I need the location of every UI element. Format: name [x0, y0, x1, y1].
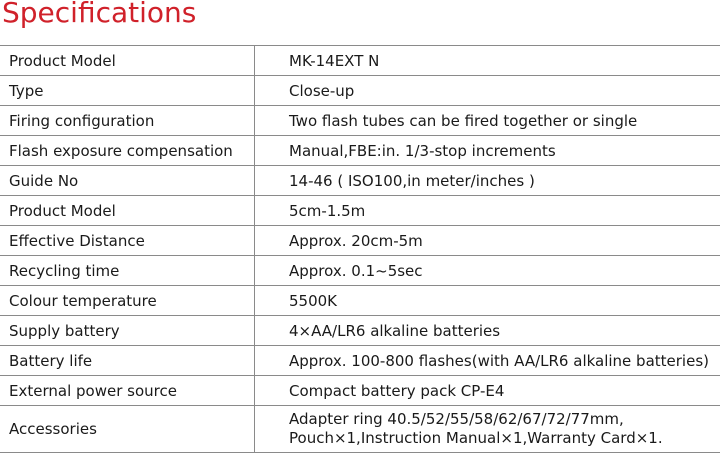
spec-value: 14-46 ( ISO100,in meter/inches )	[255, 166, 720, 196]
spec-label: Recycling time	[0, 256, 255, 286]
table-row	[0, 76, 720, 106]
spec-value: 5cm-1.5m	[255, 196, 720, 226]
table-row	[0, 136, 720, 166]
page-title: Specifications	[2, 0, 197, 29]
spec-value: Approx. 20cm-5m	[255, 226, 720, 256]
spec-value: MK-14EXT N	[255, 46, 720, 76]
specifications-table	[0, 45, 720, 453]
spec-value: Manual,FBE:in. 1/3-stop increments	[255, 136, 720, 166]
table-row	[0, 166, 720, 196]
spec-label: Effective Distance	[0, 226, 255, 256]
table-row	[0, 46, 720, 76]
spec-label: Guide No	[0, 166, 255, 196]
spec-value: Two flash tubes can be fired together or single	[255, 106, 720, 136]
table-row	[0, 316, 720, 346]
table-row	[0, 286, 720, 316]
spec-label: Flash exposure compensation	[0, 136, 255, 166]
spec-label: Type	[0, 76, 255, 106]
spec-label: Colour temperature	[0, 286, 255, 316]
spec-label: Firing configuration	[0, 106, 255, 136]
spec-value	[255, 406, 720, 453]
spec-label: Accessories	[0, 406, 255, 453]
spec-label: Product Model	[0, 196, 255, 226]
spec-label: Battery life	[0, 346, 255, 376]
table-row	[0, 196, 720, 226]
table-row	[0, 346, 720, 376]
spec-value-line: Pouch×1,Instruction Manual×1,Warranty Card×1.	[289, 429, 663, 447]
spec-value: Approx. 0.1~5sec	[255, 256, 720, 286]
spec-label: Product Model	[0, 46, 255, 76]
spec-value: Approx. 100-800 flashes(with AA/LR6 alkaline batteries)	[255, 346, 720, 376]
table-row	[0, 226, 720, 256]
table-row	[0, 106, 720, 136]
table-row	[0, 256, 720, 286]
spec-label: External power source	[0, 376, 255, 406]
spec-value: 5500K	[255, 286, 720, 316]
spec-value: 4×AA/LR6 alkaline batteries	[255, 316, 720, 346]
spec-value-line: Adapter ring 40.5/52/55/58/62/67/72/77mm,	[289, 410, 624, 428]
table-row	[0, 406, 720, 453]
table-row	[0, 376, 720, 406]
spec-value: Close-up	[255, 76, 720, 106]
spec-value: Compact battery pack CP-E4	[255, 376, 720, 406]
spec-label: Supply battery	[0, 316, 255, 346]
